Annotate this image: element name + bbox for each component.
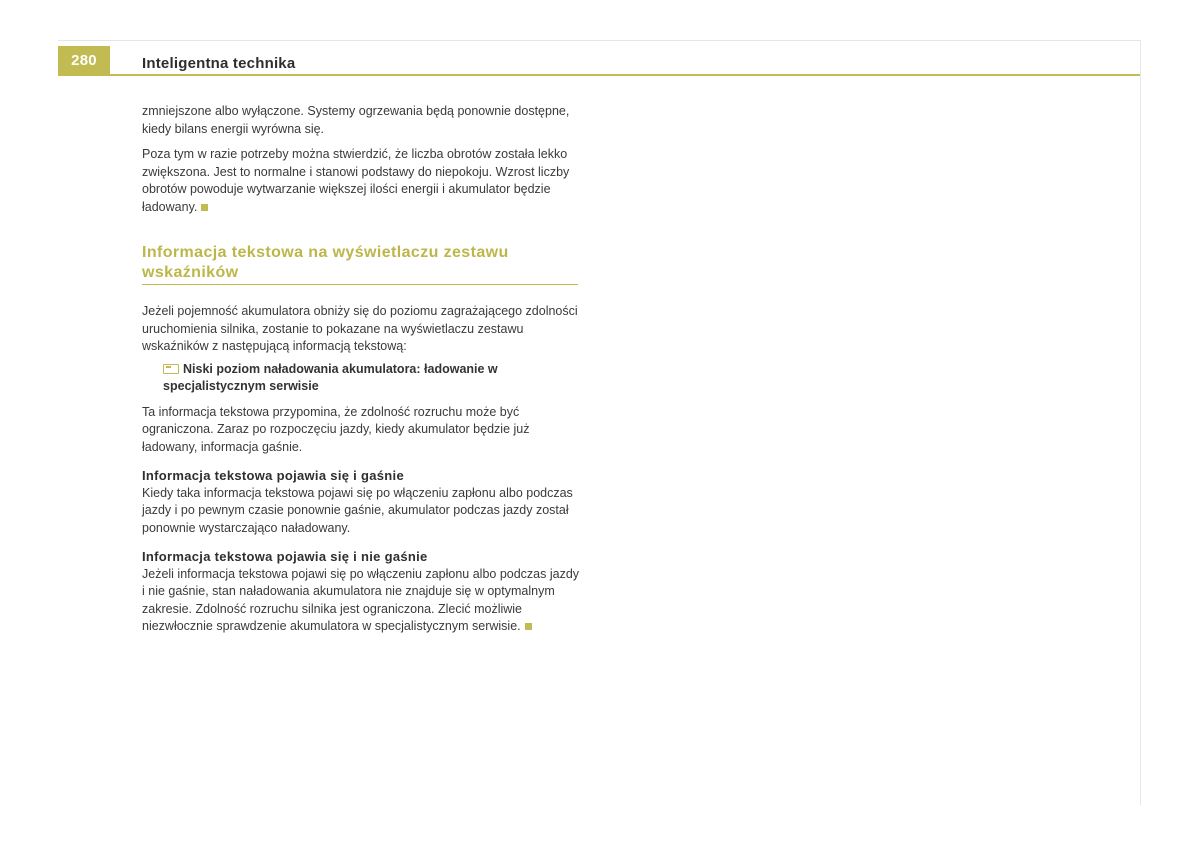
intro-paragraph-2-text: Poza tym w razie potrzeby można stwierdzić, że liczba obrotów została lekko zwiększona. Jest to normalne i stanowi podstawy do niepokoju. Wzrost liczby obrotów powoduje wytwarzanie większej ilości energii i akumulator będzie ładowany. bbox=[142, 147, 570, 214]
display-message bbox=[163, 361, 582, 396]
header-rule bbox=[110, 74, 1140, 76]
subsection-2-paragraph bbox=[142, 566, 582, 636]
chapter-title: Inteligentna technika bbox=[142, 55, 296, 72]
intro-paragraph-1: zmniejszone albo wyłączone. Systemy ogrzewania będą ponownie dostępne, kiedy bilans energii wyrówna się. bbox=[142, 104, 570, 136]
subheading-appears-and-disappears: Informacja tekstowa pojawia się i gaśnie bbox=[142, 468, 404, 483]
subsection-2-text: Jeżeli informacja tekstowa pojawi się po włączeniu zapłonu albo podczas jazdy i nie gaśnie, stan naładowania akumulatora nie znajduje się w optymalnym zakresie. Zdolność rozruchu silnika jest ograniczona. Zlecić możliwie niezwłocznie sprawdzenie akumulatora w specjalistycznym serwisie. bbox=[142, 566, 580, 633]
page-frame-right bbox=[1140, 40, 1141, 805]
section-paragraph-2: Ta informacja tekstowa przypomina, że zdolność rozruchu może być ograniczona. Zaraz po rozpoczęciu jazdy, kiedy akumulator będzie już ładowany, informacja gaśnie. bbox=[142, 404, 530, 454]
page-frame-top bbox=[58, 40, 1141, 41]
text-column bbox=[142, 103, 582, 636]
subsection-1-text: Kiedy taka informacja tekstowa pojawi się po włączeniu zapłonu albo podczas jazdy i po pewnym czasie ponownie gaśnie, akumulator podczas jazdy został ponownie wystarczająco naładowany. bbox=[142, 485, 573, 535]
battery-warning-icon bbox=[163, 364, 179, 374]
end-of-section-mark bbox=[525, 623, 532, 630]
subheading-appears-and-stays: Informacja tekstowa pojawia się i nie gaśnie bbox=[142, 549, 428, 564]
page-number: 280 bbox=[58, 46, 110, 76]
display-message-text: Niski poziom naładowania akumulatora: ładowanie w specjalistycznym serwisie bbox=[163, 361, 498, 393]
intro-paragraph-2 bbox=[142, 146, 582, 216]
section-paragraph-1: Jeżeli pojemność akumulatora obniży się do poziomu zagrażającego zdolności uruchomienia silnika, zostanie to pokazane na wyświetlaczu zestawu wskaźników z następującą informacją tekstową: bbox=[142, 304, 578, 353]
section-heading: Informacja tekstowa na wyświetlaczu zestawu wskaźników bbox=[142, 243, 578, 285]
end-of-section-mark bbox=[201, 204, 208, 211]
